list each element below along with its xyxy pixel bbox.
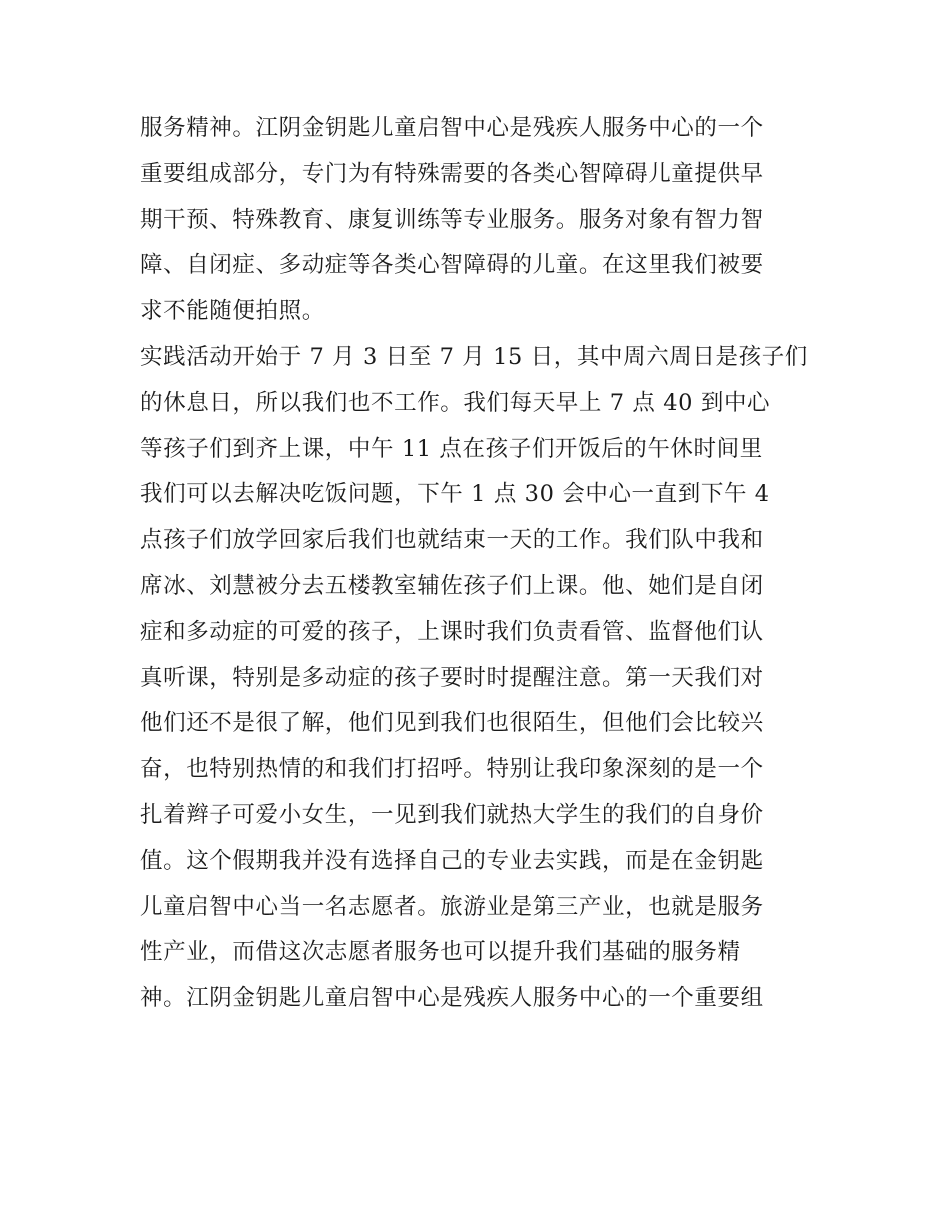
- text-line: 的休息日，所以我们也不工作。我们每天早上 7 点 40 到中心: [140, 389, 771, 416]
- text-line: 他们还不是很了解，他们见到我们也很陌生，但他们会比较兴: [140, 710, 764, 737]
- text-line: 性产业，而借这次志愿者服务也可以提升我们基础的服务精: [140, 939, 741, 966]
- text-line: 期干预、特殊教育、康复训练等专业服务。服务对象有智力智: [140, 206, 764, 233]
- text-line: 奋，也特别热情的和我们打招呼。特别让我印象深刻的是一个: [140, 756, 764, 783]
- text-line: 值。这个假期我并没有选择自己的专业去实践，而是在金钥匙: [140, 847, 764, 874]
- text-line: 扎着辫子可爱小女生，一见到我们就热大学生的我们的自身价: [140, 801, 764, 828]
- text-line: 儿童启智中心当一名志愿者。旅游业是第三产业，也就是服务: [140, 893, 764, 920]
- text-line: 障、自闭症、多动症等各类心智障碍的儿童。在这里我们被要: [140, 252, 764, 279]
- text-line: 症和多动症的可爱的孩子，上课时我们负责看管、监督他们认: [140, 618, 764, 645]
- text-line: 实践活动开始于 7 月 3 日至 7 月 15 日，其中周六周日是孩子们: [140, 343, 808, 370]
- text-line: 真听课，特别是多动症的孩子要时时提醒注意。第一天我们对: [140, 664, 764, 691]
- text-line: 神。江阴金钥匙儿童启智中心是残疾人服务中心的一个重要组: [140, 985, 764, 1012]
- text-line: 等孩子们到齐上课，中午 11 点在孩子们开饭后的午休时间里: [140, 435, 763, 462]
- body-text: [140, 106, 820, 1022]
- text-line: 席冰、刘慧被分去五楼教室辅佐孩子们上课。他、她们是自闭: [140, 572, 764, 599]
- text-line: 点孩子们放学回家后我们也就结束一天的工作。我们队中我和: [140, 527, 764, 554]
- text-line: 重要组成部分，专门为有特殊需要的各类心智障碍儿童提供早: [140, 160, 764, 187]
- text-line: 服务精神。江阴金钥匙儿童启智中心是残疾人服务中心的一个: [140, 115, 764, 141]
- text-line: 我们可以去解决吃饭问题，下午 1 点 30 会中心一直到下午 4: [140, 481, 770, 508]
- text-line: 求不能随便拍照。: [140, 298, 325, 325]
